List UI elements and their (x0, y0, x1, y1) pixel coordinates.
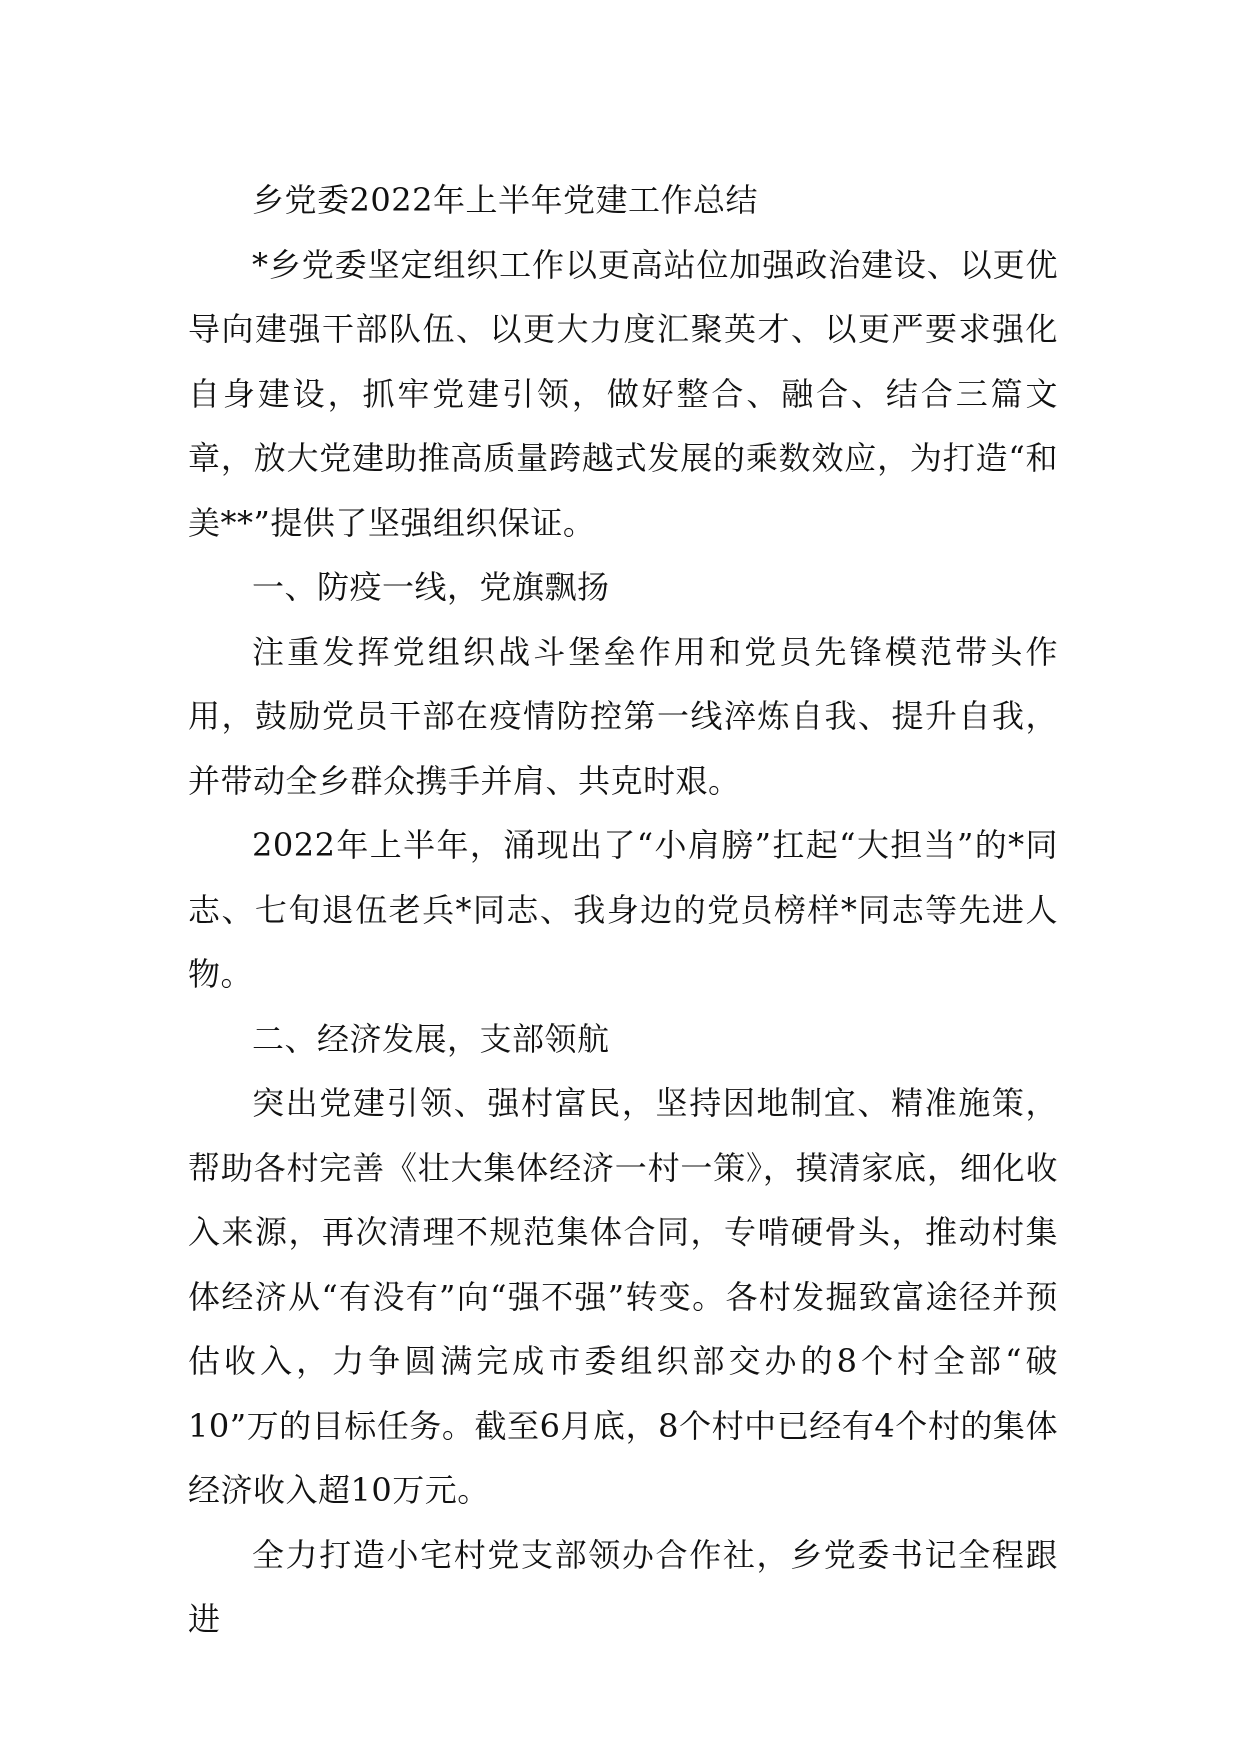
section-2-paragraph-1: 突出党建引领、强村富民，坚持因地制宜、精准施策，帮助各村完善《壮大集体经济一村一策》，摸清家底，细化收入来源，再次清理不规范集体合同，专啃硬骨头，推动村集体经济从“有没有”向“强不强”转变。各村发掘致富途径并预估收入，力争圆满完成市委组织部交办的8个村全部“破10”万的目标任务。截至6月底，8个村中已经有4个村的集体经济收入超10万元。 (188, 1084, 1058, 1509)
section-2-paragraph-2: 全力打造小宅村党支部领办合作社，乡党委书记全程跟进 (188, 1535, 1058, 1638)
intro-paragraph: *乡党委坚定组织工作以更高站位加强政治建设、以更优导向建强干部队伍、以更大力度汇聚英才、以更严要求强化自身建设，抓牢党建引领，做好整合、融合、结合三篇文章，放大党建助推高质量跨越式发展的乘数效应，为打造“和美**”提供了坚强组织保证。 (188, 245, 1058, 542)
section-1-paragraph-1: 注重发挥党组织战斗堡垒作用和党员先锋模范带头作用，鼓励党员干部在疫情防控第一线淬炼自我、提升自我，并带动全乡群众携手并肩、共克时艰。 (188, 632, 1058, 800)
section-heading-1: 一、防疫一线，党旗飘扬 (252, 568, 610, 606)
section-1-paragraph-2: 2022年上半年，涌现出了“小肩膀”扛起“大担当”的*同志、七旬退伍老兵*同志、我身边的党员榜样*同志等先进人物。 (188, 826, 1058, 993)
section-heading-2: 二、经济发展，支部领航 (252, 1019, 610, 1058)
document-body (188, 168, 1058, 1652)
document-title: 乡党委2022年上半年党建工作总结 (252, 181, 758, 219)
